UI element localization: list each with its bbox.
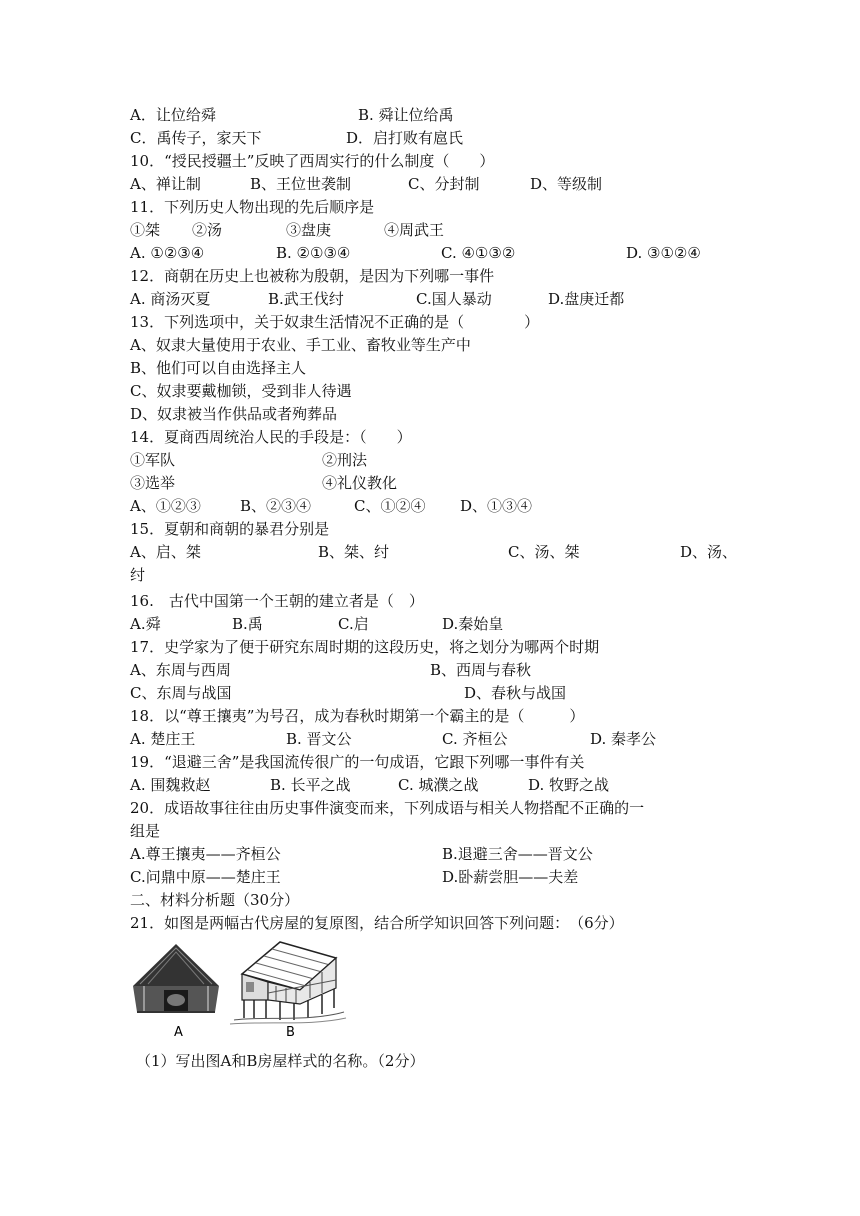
- line-18: 15．夏朝和商朝的暴君分别是: [130, 520, 330, 538]
- line-5-option-2: ③盘庚: [286, 221, 332, 239]
- line-3-option-1: B、王位世袭制: [250, 175, 352, 193]
- line-8-option-1: B.武王伐纣: [268, 290, 344, 308]
- line-34: 二、材料分析题（30分）: [130, 891, 300, 909]
- line-12: C、奴隶要戴枷锁，受到非人待遇: [130, 382, 352, 400]
- line-27-option-2: C. 齐桓公: [442, 730, 508, 748]
- line-1-option-1: D．启打败有扈氏: [346, 129, 464, 147]
- line-21: 16. 古代中国第一个王朝的建立者是（ ）: [130, 592, 424, 610]
- line-5-option-3: ④周武王: [384, 221, 445, 239]
- line-6-option-0: A. ①②③④: [130, 244, 205, 262]
- line-22-option-3: D.秦始皇: [442, 615, 504, 633]
- figure-label-a: A: [174, 1025, 183, 1040]
- line-5-option-0: ①桀: [130, 221, 161, 239]
- line-2: 10．“授民授疆土”反映了西周实行的什么制度（ ）: [130, 152, 495, 170]
- line-27-option-0: A. 楚庄王: [130, 730, 196, 748]
- line-1-option-0: C．禹传子，家天下: [130, 129, 262, 147]
- line-13: D、奴隶被当作供品或者殉葬品: [130, 405, 338, 423]
- line-17-option-2: C、①②④: [354, 497, 426, 515]
- line-29-option-0: A. 围魏救赵: [130, 776, 211, 794]
- line-8-option-2: C.国人暴动: [416, 290, 492, 308]
- line-6-option-1: B. ②①③④: [276, 244, 351, 262]
- line-14: 14．夏商西周统治人民的手段是：（ ）: [130, 428, 412, 446]
- figure-label-b: B: [286, 1025, 295, 1040]
- line-32-option-1: B.退避三舍——晋文公: [442, 845, 593, 863]
- line-17-option-0: A、①②③: [130, 497, 201, 515]
- line-10: A、奴隶大量使用于农业、手工业、畜牧业等生产中: [130, 336, 471, 354]
- line-29-option-3: D. 牧野之战: [528, 776, 610, 794]
- line-8-option-0: A. 商汤灭夏: [130, 290, 211, 308]
- line-29-option-1: B. 长平之战: [270, 776, 351, 794]
- house-figures: [130, 938, 350, 1048]
- house-figures-svg: [130, 938, 350, 1048]
- line-25-option-0: C、东周与战国: [130, 684, 232, 702]
- line-22-option-0: A.舜: [130, 615, 161, 633]
- line-22-option-1: B.禹: [232, 615, 263, 633]
- line-0-option-0: A．让位给舜: [130, 106, 216, 124]
- line-4: 11．下列历史人物出现的先后顺序是: [130, 198, 375, 216]
- line-19-option-1: B、桀、纣: [318, 543, 390, 561]
- line-3-option-2: C、分封制: [408, 175, 480, 193]
- line-25-option-1: D、春秋与战国: [464, 684, 567, 702]
- line-19-option-3: D、汤、: [680, 543, 738, 561]
- line-0-option-1: B. 舜让位给禹: [358, 106, 454, 124]
- line-27-option-3: D. 秦孝公: [590, 730, 657, 748]
- line-7: 12．商朝在历史上也被称为殷朝，是因为下列哪一事件: [130, 267, 495, 285]
- line-15-option-1: ②刑法: [322, 451, 368, 469]
- line-19-option-2: C、汤、桀: [508, 543, 580, 561]
- line-17-option-1: B、②③④: [240, 497, 312, 515]
- line-17-option-3: D、①③④: [460, 497, 533, 515]
- line-6-option-2: C. ④①③②: [441, 244, 516, 262]
- line-29-option-2: C. 城濮之战: [398, 776, 479, 794]
- line-31: 组是: [130, 822, 161, 840]
- line-32-option-0: A.尊王攘夷——齐桓公: [130, 845, 281, 863]
- line-22-option-2: C.启: [338, 615, 369, 633]
- line-33-option-1: D.卧薪尝胆——夫差: [442, 868, 579, 886]
- house-a-illustration: [133, 944, 219, 1012]
- line-27-option-1: B. 晋文公: [286, 730, 352, 748]
- line-11: B、他们可以自由选择主人: [130, 359, 307, 377]
- line-8-option-3: D.盘庚迁都: [548, 290, 625, 308]
- line-9: 13．下列选项中，关于奴隶生活情况不正确的是（ ）: [130, 313, 540, 331]
- sub-question-1: （1）写出图A和B房屋样式的名称。（2分）: [136, 1052, 425, 1070]
- line-35: 21．如图是两幅古代房屋的复原图，结合所学知识回答下列问题： （6分）: [130, 914, 624, 932]
- line-3-option-0: A、禅让制: [130, 175, 201, 193]
- line-26: 18．以“尊王攘夷”为号召，成为春秋时期第一个霸主的是（ ）: [130, 707, 585, 725]
- line-24-option-0: A、东周与西周: [130, 661, 231, 679]
- house-b-illustration: [230, 942, 346, 1024]
- line-33-option-0: C.问鼎中原——楚庄王: [130, 868, 281, 886]
- line-16-option-0: ③选举: [130, 474, 176, 492]
- line-23: 17．史学家为了便于研究东周时期的这段历史，将之划分为哪两个时期: [130, 638, 600, 656]
- line-3-option-3: D、等级制: [530, 175, 603, 193]
- line-15-option-0: ①军队: [130, 451, 176, 469]
- line-24-option-1: B、西周与春秋: [430, 661, 532, 679]
- line-30: 20．成语故事往往由历史事件演变而来，下列成语与相关人物搭配不正确的一: [130, 799, 645, 817]
- line-28: 19．“退避三舍”是我国流传很广的一句成语，它跟下列哪一事件有关: [130, 753, 585, 771]
- line-5-option-1: ②汤: [192, 221, 223, 239]
- line-16-option-1: ④礼仪教化: [322, 474, 398, 492]
- line-6-option-3: D. ③①②④: [626, 244, 701, 262]
- line-20: 纣: [130, 566, 146, 584]
- line-19-option-0: A、启、桀: [130, 543, 201, 561]
